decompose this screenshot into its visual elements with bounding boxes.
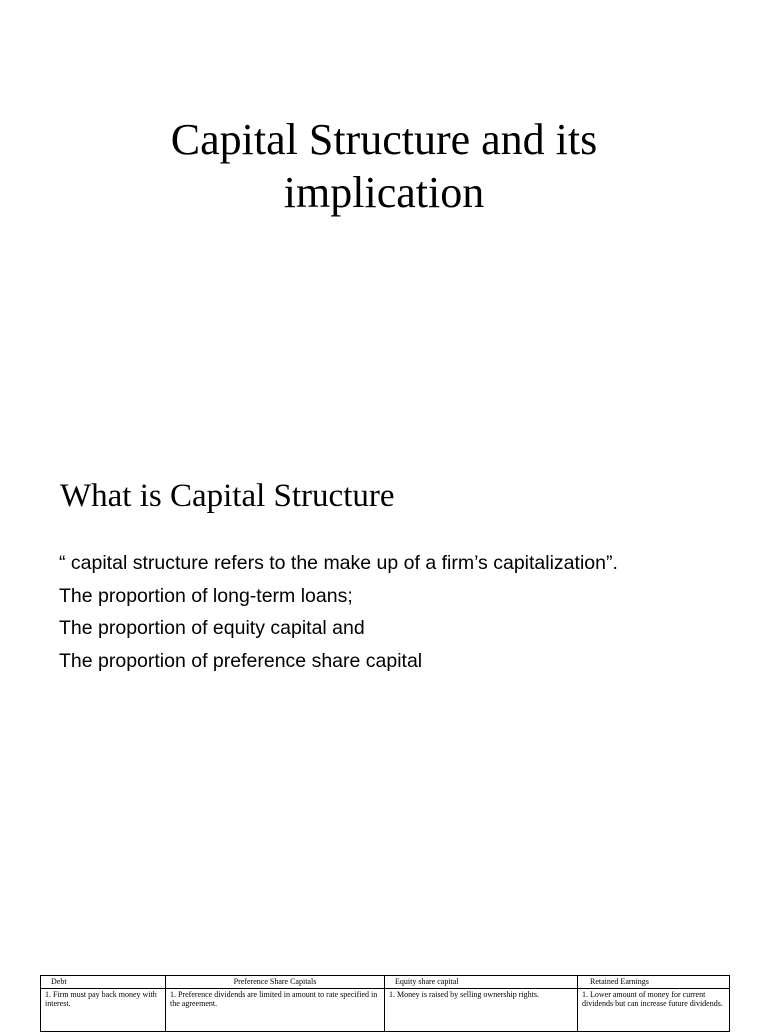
- table-header-row: [41, 976, 730, 989]
- definition-list: [59, 547, 618, 677]
- slide-title-line-2: implication: [283, 168, 485, 217]
- header-equity-share-capital: Equity share capital: [385, 976, 578, 989]
- header-preference-share-capitals: Preference Share Capitals: [166, 976, 385, 989]
- capital-sources-table: [40, 975, 730, 1032]
- header-debt: Debt: [41, 976, 166, 989]
- list-item: The proportion of long-term loans;: [59, 584, 353, 607]
- table-cell: 1. Preference dividends are limited in amount to rate specified in the agreement.: [166, 989, 385, 1032]
- list-item: The proportion of equity capital and: [59, 617, 365, 639]
- list-item: “ capital structure refers to the make up of a firm’s capitalization”.: [59, 552, 618, 574]
- section-heading: What is Capital Structure: [60, 478, 395, 514]
- slide-title: [0, 113, 768, 219]
- table-cell: 1. Firm must pay back money with interest.: [41, 989, 166, 1032]
- table-row: [41, 989, 730, 1032]
- table-cell: 1. Lower amount of money for current dividends but can increase future dividends.: [578, 989, 730, 1032]
- table-cell: 1. Money is raised by selling ownership rights.: [385, 989, 578, 1032]
- list-item: The proportion of preference share capital: [59, 649, 423, 672]
- header-retained-earnings: Retained Earnings: [578, 976, 730, 989]
- slide-title-line-1: Capital Structure and its: [170, 115, 598, 164]
